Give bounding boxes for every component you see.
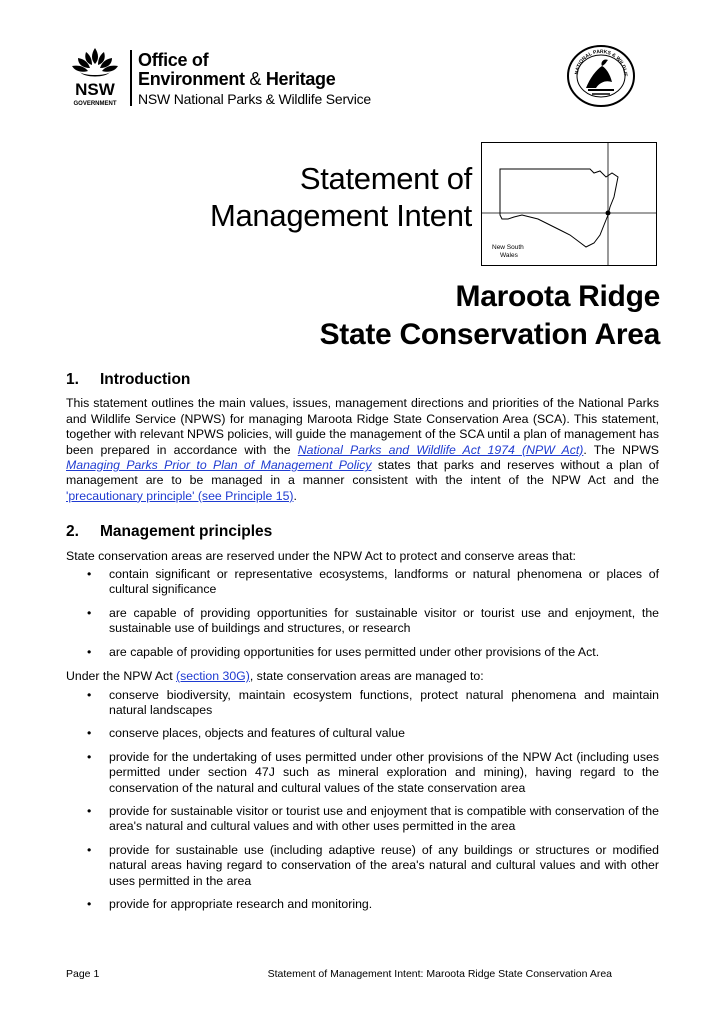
svg-text:NATIONAL PARKS & WILDLIFE SERV: NATIONAL PARKS & WILDLIF [574, 48, 629, 77]
list-item: • conserve biodiversity, maintain ecosystem functions, protect natural phenomena and maintain natural landscapes [87, 687, 659, 717]
list-item: • provide for sustainable visitor or tourist use and enjoyment that is compatible with conservation of the area's natural and cultural values and with other uses permitted in the area [87, 803, 659, 834]
body-content [66, 372, 659, 912]
principles-list-1 [87, 567, 659, 660]
footer-page-number: Page 1 [66, 968, 100, 980]
principles-list-2 [87, 688, 659, 913]
npws-seal-icon [566, 44, 636, 108]
footer-document-title: Statement of Management Intent: Maroota Ridge State Conservation Area [267, 968, 612, 980]
link-npw-act[interactable]: National Parks and Wildlife Act 1974 (NPW Act) [297, 442, 584, 457]
bullet-icon: • [87, 567, 92, 582]
bullet-icon: • [87, 749, 92, 764]
list-item: • contain significant or representative ecosystems, landforms or natural phenomena or places of cultural significance [87, 567, 659, 597]
under-npw-act-paragraph: Under the NPW Act (section 30G), state conservation areas are managed to: [66, 669, 484, 684]
link-managing-parks-policy[interactable]: Managing Parks Prior to Plan of Management Policy [66, 458, 372, 473]
list-item: • provide for sustainable use (including adaptive reuse) of any buildings or structures or modified natural areas having regard to conservation of the area's natural and cultural values and with other uses permitted in the area [87, 842, 659, 888]
svg-text:Wales: Wales [500, 252, 518, 259]
section-heading-management-principles: 2. Management principles [66, 523, 273, 541]
list-item: • are capable of providing opportunities for sustainable visitor or tourist use and enjoyment, the sustainable use of buildings and structures, or research [87, 605, 659, 636]
bullet-icon: • [87, 896, 92, 911]
list-item: • provide for the undertaking of uses permitted under other provisions of the NPW Act (including uses permitted under section 47J such as mineral exploration and mining), having regard to the conservation of the natural and cultural values of the state conservation area [87, 749, 659, 795]
nsw-waratah-logo [66, 46, 124, 110]
bullet-icon: • [87, 605, 92, 620]
org-name-line1: Office of [138, 50, 209, 70]
statement-title: Statement of Management Intent [209, 161, 472, 233]
nsw-map-outline-icon [482, 143, 656, 265]
bullet-icon: • [87, 687, 92, 702]
bullet-icon: • [87, 726, 92, 741]
park-name-title: Maroota Ridge State Conservation Area [319, 280, 660, 351]
bullet-icon: • [87, 842, 92, 857]
org-service-name: NSW National Parks & Wildlife Service [138, 91, 371, 107]
section-heading-introduction: 1. Introduction [66, 371, 191, 388]
svg-text:NSW: NSW [75, 80, 115, 99]
list-item: • provide for appropriate research and monitoring. [87, 896, 373, 911]
bullet-icon: • [87, 803, 92, 818]
link-precautionary-principle[interactable]: 'precautionary principle' (see Principle 15) [66, 488, 294, 503]
nsw-location-map [481, 142, 657, 266]
svg-text:New South: New South [492, 244, 524, 251]
list-item: • conserve places, objects and features of cultural value [87, 726, 405, 741]
introduction-paragraph: This statement outlines the main values, issues, management directions and priorities of the National Parks and Wildlife Service (NPWS) for managing Maroota Ridge State Conservation Area (SCA). This statement, together with relevant NPWS policies, will guide the management of the SCA until a plan of management has been prepared in accordance with the National Parks and Wildlife Act 1974 (NPW Act). The NPWS Managing Parks Prior to Plan of Management Policy states that parks and reserves without a plan of management are to be managed in a manner consistent with the intent of the NPW Act and the 'precautionary principle' (see Principle 15). [66, 396, 660, 503]
header-logo-block [66, 46, 426, 114]
org-name-line2: Environment & Heritage [138, 69, 336, 89]
list-item: • are capable of providing opportunities for uses permitted under other provisions of the Act. [87, 644, 600, 659]
link-section-30g[interactable]: (section 30G) [176, 669, 250, 684]
bullet-icon: • [87, 644, 92, 659]
svg-text:GOVERNMENT: GOVERNMENT [73, 101, 117, 107]
logo-divider [130, 50, 132, 106]
principles-intro: State conservation areas are reserved under the NPW Act to protect and conserve areas that: [66, 548, 576, 563]
